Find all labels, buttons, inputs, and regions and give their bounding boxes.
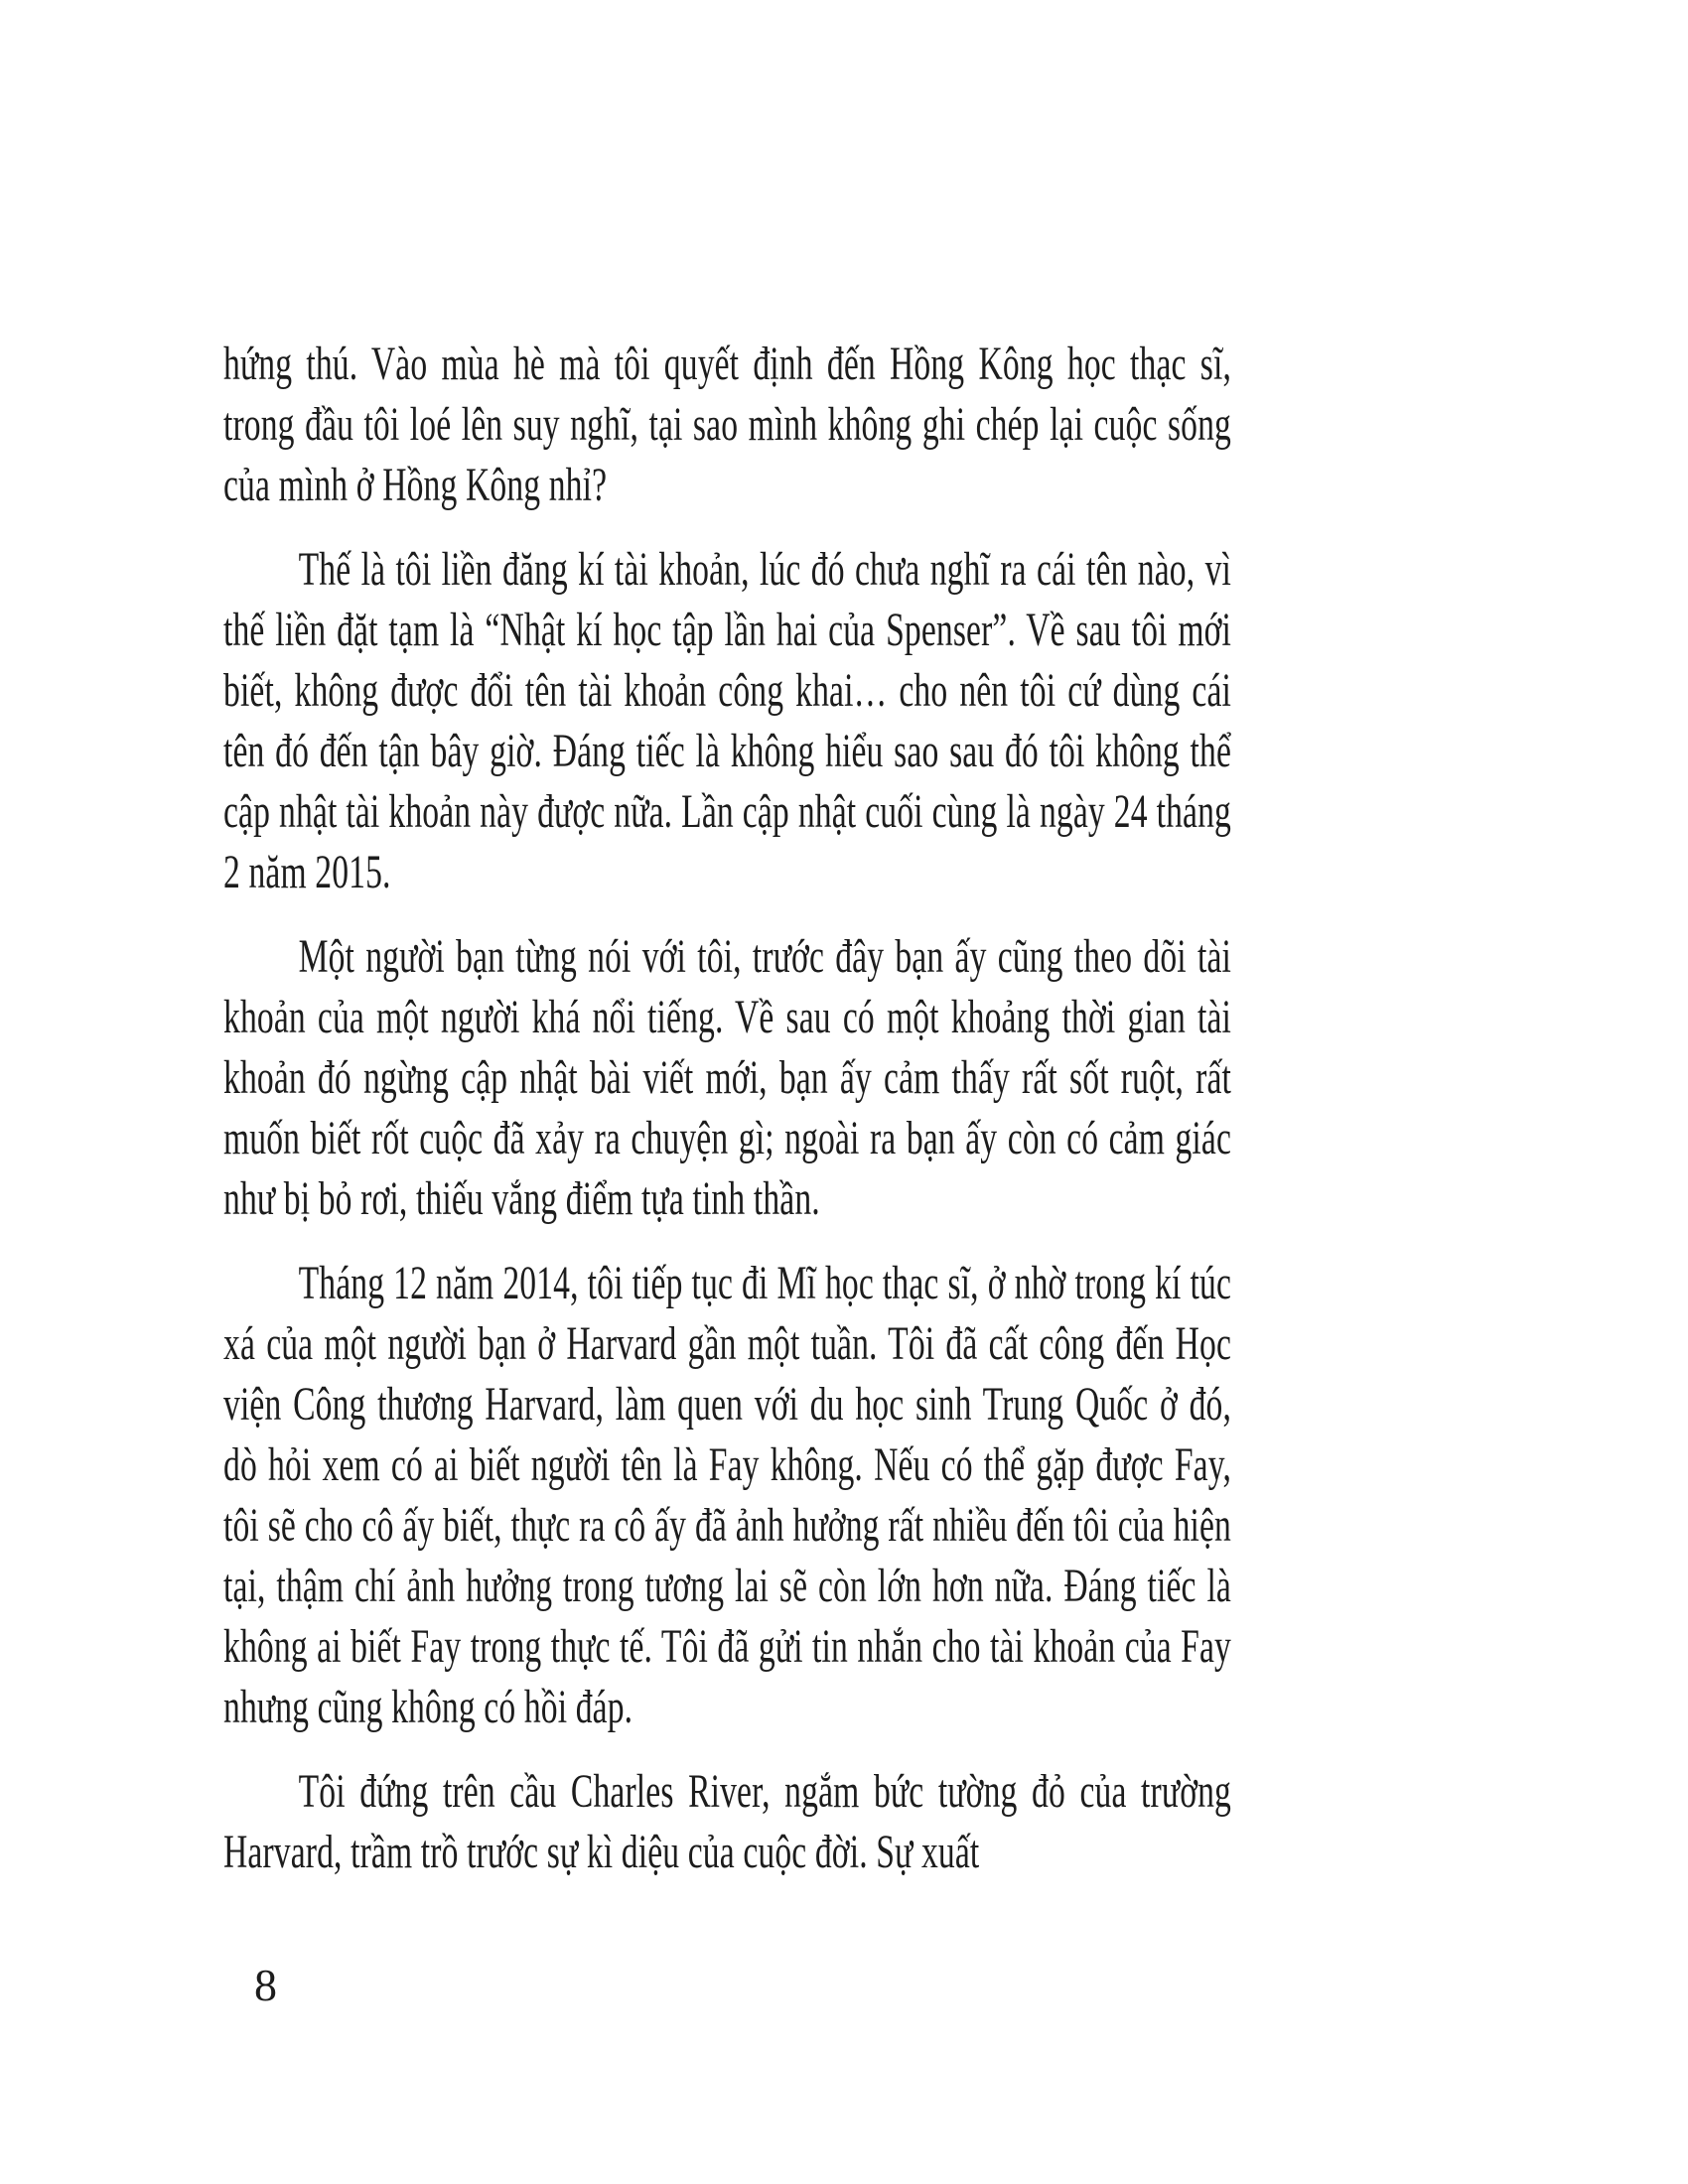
body-text — [223, 334, 1231, 1906]
paragraph: Tháng 12 năm 2014, tôi tiếp tục đi Mĩ học thạc sĩ, ở nhờ trong kí túc xá của một người bạn ở Harvard gần một tuần. Tôi đã cất công đến Học viện Công thương Harvard, làm quen với du học sinh Trung Quốc ở đó, dò hỏi xem có ai biết người tên là Fay không. Nếu có thể gặp được Fay, tôi sẽ cho cô ấy biết, thực ra cô ấy đã ảnh hưởng rất nhiều đến tôi của hiện tại, thậm chí ảnh hưởng trong tương lai sẽ còn lớn hơn nữa. Đáng tiếc là không ai biết Fay trong thực tế. Tôi đã gửi tin nhắn cho tài khoản của Fay nhưng cũng không có hồi đáp. — [223, 1257, 1232, 1733]
paragraph: Thế là tôi liền đăng kí tài khoản, lúc đó chưa nghĩ ra cái tên nào, vì thế liền đặt tạm là “Nhật kí học tập lần hai của Spenser”. Về sau tôi mới biết, không được đổi tên tài khoản công khai… cho nên tôi cứ dùng cái tên đó đến tận bây giờ. Đáng tiếc là không hiểu sao sau đó tôi không thể cập nhật tài khoản này được nữa. Lần cập nhật cuối cùng là ngày 24 tháng 2 năm 2015. — [223, 543, 1232, 898]
paragraph: Tôi đứng trên cầu Charles River, ngắm bức tường đỏ của trường Harvard, trầm trồ trước sự kì diệu của cuộc đời. Sự xuất — [223, 1765, 1232, 1878]
paragraph: Một người bạn từng nói với tôi, trước đây bạn ấy cũng theo dõi tài khoản của một người khá nổi tiếng. Về sau có một khoảng thời gian tài khoản đó ngừng cập nhật bài viết mới, bạn ấy cảm thấy rất sốt ruột, rất muốn biết rốt cuộc đã xảy ra chuyện gì; ngoài ra bạn ấy còn có cảm giác như bị bỏ rơi, thiếu vắng điểm tựa tinh thần. — [223, 930, 1232, 1225]
page-number: 8 — [254, 1960, 277, 2010]
paragraph: hứng thú. Vào mùa hè mà tôi quyết định đến Hồng Kông học thạc sĩ, trong đầu tôi loé lên suy nghĩ, tại sao mình không ghi chép lại cuộc sống của mình ở Hồng Kông nhỉ? — [223, 338, 1231, 511]
